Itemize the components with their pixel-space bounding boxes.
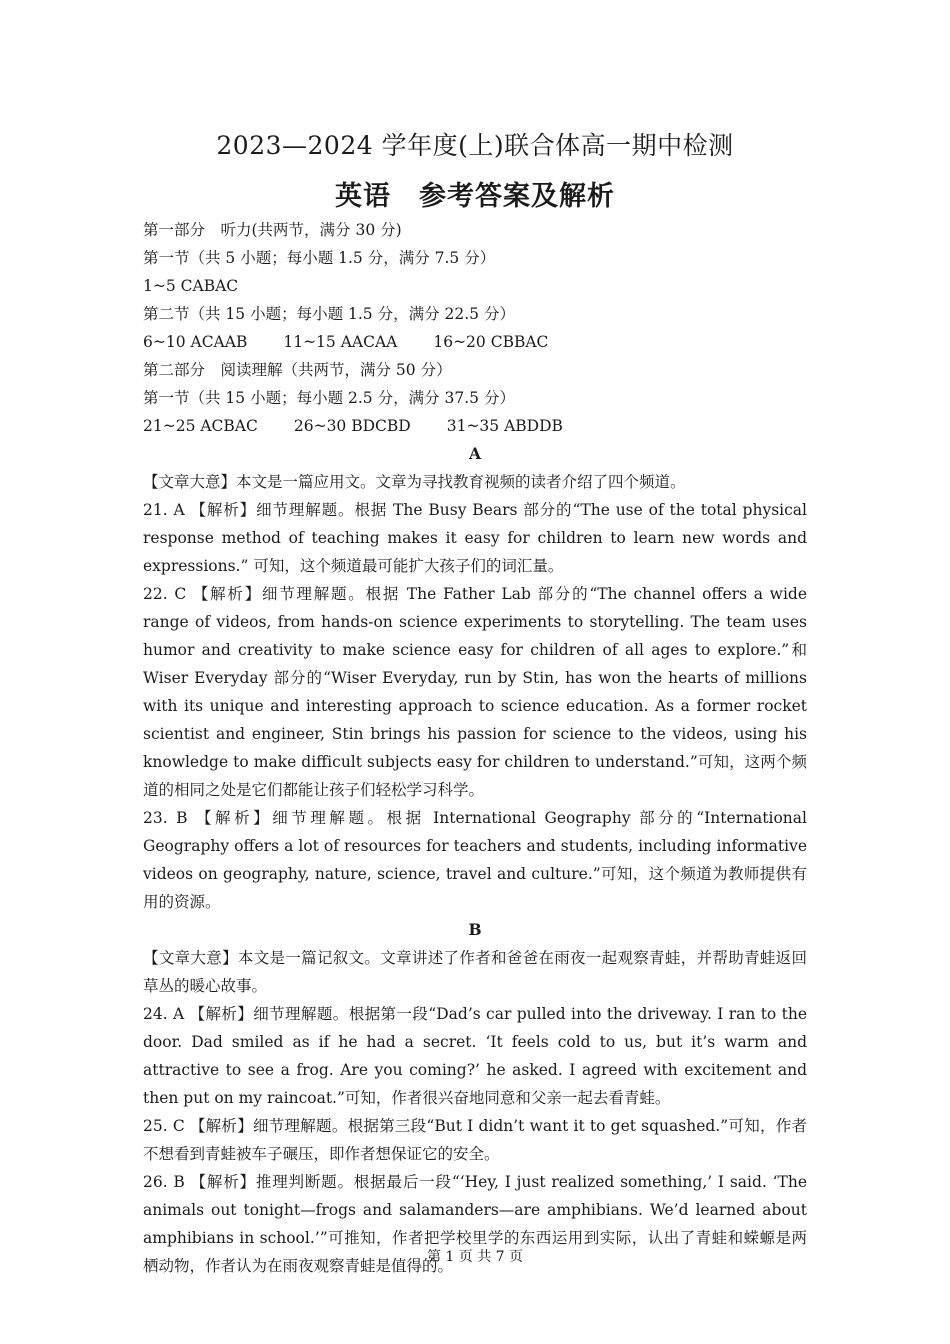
answer-explanation: 21. A 【解析】细节理解题。根据 The Busy Bears 部分的“The use of the total physical response method of teaching makes it easy for children to learn new words and expressions.” 可知，这个频道最可能扩大孩子们的词汇量。 xyxy=(143,501,807,575)
passage-b-summary: 【文章大意】本文是一篇记叙文。文章讲述了作者和爸爸在雨夜一起观察青蛙，并帮助青蛙返回草丛的暖心故事。 xyxy=(143,949,807,995)
answer-group: 6~10 ACAAB xyxy=(143,333,248,351)
part2-section1-heading: 第一节（共 15 小题；每小题 2.5 分，满分 37.5 分） xyxy=(143,389,515,407)
document-content xyxy=(143,216,807,1280)
answer-explanation: 24. A 【解析】细节理解题。根据第一段“Dad’s car pulled into the driveway. I ran to the door. Dad smiled as if he had a secret. ‘It feels cold to us, but it’s warm and attractive to see a frog. Are you coming?’ he asked. I agreed with excitement and then put on my raincoat.”可知，作者很兴奋地同意和父亲一起去看青蛙。 xyxy=(143,1005,807,1107)
answer-explanation: 22. C 【解析】细节理解题。根据 The Father Lab 部分的“The channel offers a wide range of videos, from hands-on science experiments to storytelling. The team uses humor and creativity to make science easy for children of all ages to explore.”和 Wiser Everyday 部分的“Wiser Everyday, run by Stin, has won the hearts of millions with its unique and interesting approach to science education. As a former rocket scientist and engineer, Stin brings his passion for science to the videos, using his knowledge to make difficult subjects easy for children to understand.”可知，这两个频道的相同之处是它们都能让孩子们轻松学习科学。 xyxy=(143,585,807,799)
document-title: 2023—2024 学年度(上)联合体高一期中检测 xyxy=(216,131,734,160)
part1-section1-heading: 第一节（共 5 小题；每小题 1.5 分，满分 7.5 分） xyxy=(143,249,496,267)
answer-group: 31~35 ABDDB xyxy=(446,417,563,435)
page-number: 第 1 页 共 7 页 xyxy=(426,1249,524,1265)
passage-a-summary: 【文章大意】本文是一篇应用文。文章为寻找教育视频的读者介绍了四个频道。 xyxy=(143,473,686,491)
answer-group: 16~20 CBBAC xyxy=(433,333,549,351)
part2-section1-answers xyxy=(143,412,807,440)
answer-group: 26~30 BDCBD xyxy=(293,417,411,435)
answer-explanation: 26. B 【解析】推理判断题。根据最后一段“‘Hey, I just realized something,’ I said. ‘The animals out tonight—frogs and salamanders—are amphibians. We’d learned about amphibians in school.’”可推知，作者把学校里学的东西运用到实际，认出了青蛙和蝾螈是两栖动物，作者认为在雨夜观察青蛙是值得的。 xyxy=(143,1173,807,1275)
answer-group: 21~25 ACBAC xyxy=(143,417,258,435)
part1-heading: 第一部分 听力(共两节，满分 30 分) xyxy=(143,221,402,239)
passage-b-letter: B xyxy=(468,920,482,939)
answer-explanation: 23. B 【解析】细节理解题。根据 International Geography 部分的“International Geography offers a lot of resources for teachers and students, including informative videos on geography, nature, science, travel and culture.”可知，这个频道为教师提供有用的资源。 xyxy=(143,809,807,911)
part1-section1-answers: 1~5 CABAC xyxy=(143,277,239,295)
document-subtitle: 英语 参考答案及解析 xyxy=(335,181,615,212)
part2-heading: 第二部分 阅读理解（共两节，满分 50 分） xyxy=(143,361,452,379)
part1-section2-heading: 第二节（共 15 小题；每小题 1.5 分，满分 22.5 分） xyxy=(143,305,515,323)
passage-a-letter: A xyxy=(468,444,482,463)
answer-explanation: 25. C 【解析】细节理解题。根据第三段“But I didn’t want it to get squashed.”可知，作者不想看到青蛙被车子碾压，即作者想保证它的安全。 xyxy=(143,1117,807,1163)
answer-group: 11~15 AACAA xyxy=(283,333,398,351)
part1-section2-answers xyxy=(143,328,807,356)
